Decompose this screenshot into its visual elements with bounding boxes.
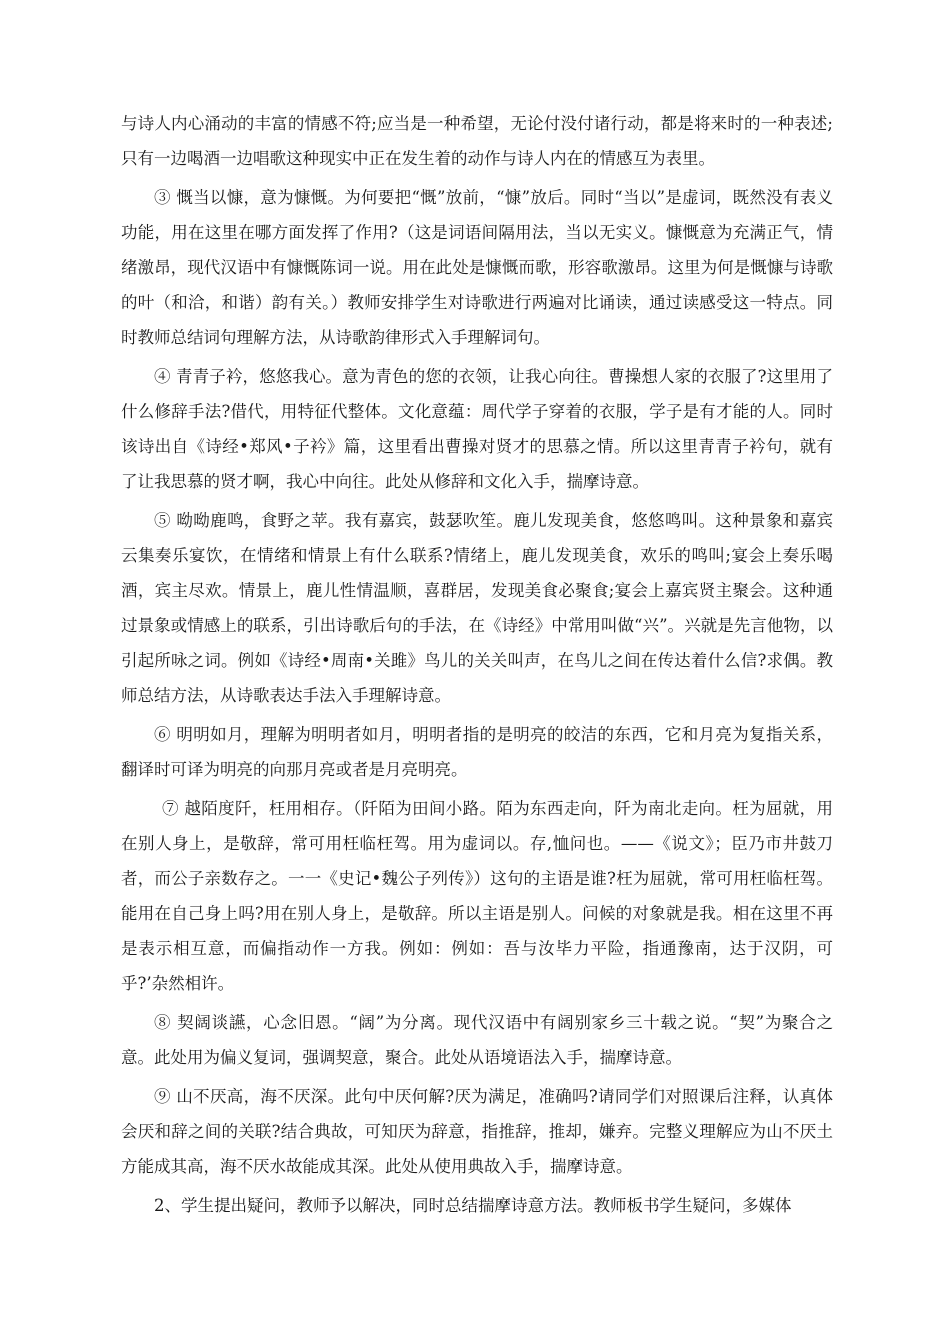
paragraph-item-4: ④ 青青子衿，悠悠我心。意为青色的您的衣领，让我心向往。曹操想人家的衣服了?这里用了什么修辞手法?借代，用特征代整体。文化意蕴：周代学子穿着的衣服，学子是有才能的人。同时该诗出自《诗经•郑风•子衿》篇，这里看出曹操对贤才的思慕之情。所以这里青青子衿句，就有了让我思慕的贤才啊，我心中向往。此处从修辞和文化入手，揣摩诗意。 bbox=[121, 367, 833, 491]
paragraph-item-5: ⑤ 呦呦鹿鸣，食野之苹。我有嘉宾，鼓瑟吹笙。鹿儿发现美食，悠悠鸣叫。这种景象和嘉宾云集奏乐宴饮，在情绪和情景上有什么联系?情绪上，鹿儿发现美食，欢乐的鸣叫;宴会上奏乐喝酒，宾主尽欢。情景上，鹿儿性情温顺，喜群居，发现美食必聚食;宴会上嘉宾贤主聚会。这种通过景象或情感上的联系，引出诗歌后句的手法，在《诗经》中常用叫做“兴”。兴就是先言他物，以引起所咏之词。例如《诗经•周南•关雎》鸟儿的关关叫声，在鸟儿之间在传达着什么信?求偶。教师总结方法，从诗歌表达手法入手理解诗意。 bbox=[121, 511, 833, 705]
paragraph-intro: 与诗人内心涌动的丰富的情感不符;应当是一种希望，无论付没付诸行动，都是将来时的一种表述;只有一边喝酒一边唱歌这种现实中正在发生着的动作与诗人内在的情感互为表里。 bbox=[121, 114, 833, 168]
paragraph-item-7: ⑦ 越陌度阡，枉用相存。（阡陌为田间小路。陌为东西走向，阡为南北走向。枉为屈就，用在别人身上，是敬辞，常可用枉临枉驾。用为虚词以。存,恤问也。——《说文》；臣乃市井鼓刀者，而公子亲数存之。一一《史记•魏公子列传》）这句的主语是谁?枉为屈就，常可用枉临枉驾。能用在自己身上吗?用在别人身上，是敬辞。所以主语是别人。问候的对象就是我。相在这里不再是表示相互意，而偏指动作一方我。例如：例如：吾与汝毕力平险，指通豫南，达于汉阴，可乎?’杂然相许。 bbox=[121, 799, 833, 993]
document-body bbox=[121, 106, 833, 1227]
paragraph-step-2: 2、学生提出疑问，教师予以解决，同时总结揣摩诗意方法。教师板书学生疑问，多媒体 bbox=[154, 1196, 792, 1215]
paragraph-item-6: ⑥ 明明如月，理解为明明者如月，明明者指的是明亮的皎洁的东西，它和月亮为复指关系，翻译时可译为明亮的向那月亮或者是月亮明亮。 bbox=[121, 725, 833, 779]
paragraph-item-3: ③ 慨当以慷，意为慷慨。为何要把“慨”放前，“慷”放后。同时“当以”是虚词，既然没有表义功能，用在这里在哪方面发挥了作用?（这是词语间隔用法，当以无实义。慷慨意为充满正气，情绪激昂，现代汉语中有慷慨陈词一说。用在此处是慷慨而歌，形容歌激昂。这里为何是慨慷与诗歌的叶（和洽，和谐）韵有关。）教师安排学生对诗歌进行两遍对比诵读，通过读感受这一特点。同时教师总结词句理解方法，从诗歌韵律形式入手理解词句。 bbox=[121, 188, 833, 347]
paragraph-item-8: ⑧ 契阔谈讌，心念旧恩。“阔”为分离。现代汉语中有阔别家乡三十载之说。“契”为聚合之意。此处用为偏义复词，强调契意，聚合。此处从语境语法入手，揣摩诗意。 bbox=[121, 1013, 833, 1067]
paragraph-item-9: ⑨ 山不厌高，海不厌深。此句中厌何解?厌为满足，准确吗?请同学们对照课后注释，认真体会厌和辞之间的关联?结合典故，可知厌为辞意，指推辞，推却，嫌弃。完整义理解应为山不厌土方能成其高，海不厌水故能成其深。此处从使用典故入手，揣摩诗意。 bbox=[121, 1087, 833, 1176]
